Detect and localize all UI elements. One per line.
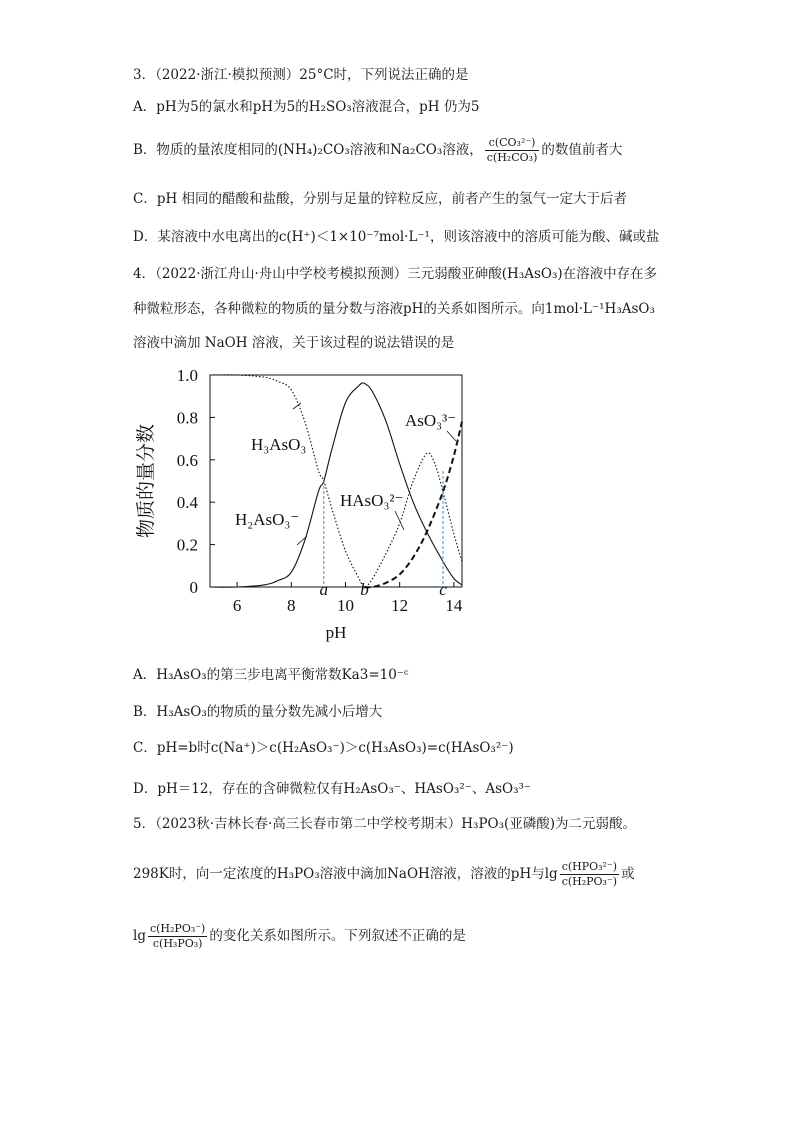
q3-b-num: c(CO₃²⁻) [485, 136, 540, 151]
y-tick-label: 0.2 [176, 535, 198, 555]
marker-label-c: c [439, 580, 447, 599]
leader-haso3 [395, 511, 404, 530]
q3-option-b-fraction [485, 136, 540, 165]
plot-frame [210, 375, 462, 587]
label-haso3: HAsO₃²⁻ [340, 491, 404, 510]
q3-header: 3．（2022·浙江·模拟预测）25°C时，下列说法正确的是 [133, 67, 469, 83]
q5-line3-den: c(H₃PO₃) [152, 937, 203, 950]
q5-line2-pre: 298K时，向一定浓度的H₃PO₃溶液中滴加NaOH溶液，溶液的pH与lg [133, 866, 558, 882]
q5-line1: 5．（2023秋·吉林长春·高三长春市第二中学校考期末）H₃PO₃(亚磷酸)为二元弱酸。 [133, 816, 637, 832]
q5-line3 [133, 922, 466, 951]
q3-option-c: C．pH 相同的醋酸和盐酸，分别与足量的锌粒反应，前者产生的氢气一定大于后者 [133, 191, 628, 207]
q3-b-den: c(H₂CO₃) [486, 151, 538, 164]
q4-line2: 种微粒形态，各种微粒的物质的量分数与溶液pH的关系如图所示。向1mol·L⁻¹H₃AsO₃ [133, 301, 655, 317]
x-tick-label: 12 [391, 596, 409, 615]
x-tick-label: 8 [287, 596, 296, 615]
x-tick-label: 10 [336, 596, 354, 615]
q4-option-d: D．pH＝12，存在的含砷微粒仅有H₂AsO₃⁻、HAsO₃²⁻、AsO₃³⁻ [133, 781, 532, 797]
leader-aso3 [447, 431, 456, 441]
y-tick-label: 1.0 [176, 366, 198, 385]
q3-option-b-post: 的数值前者大 [541, 142, 623, 158]
q5-line3-fraction [148, 922, 207, 951]
q5-line3-post: 的变化关系如图所示。下列叙述不正确的是 [209, 928, 466, 944]
q5-line2-num: c(HPO₃²⁻) [561, 860, 618, 873]
y-tick-label: 0.4 [176, 493, 198, 513]
q3-option-d: D．某溶液中水电离出的c(H⁺)＜1×10⁻⁷mol·L⁻¹，则该溶液中的溶质可能为酸、碱或盐 [133, 229, 660, 245]
q4-option-c: C．pH=b时c(Na⁺)＞c(H₂AsO₃⁻)＞c(H₃AsO₃)=c(HAsO₃²⁻) [133, 740, 514, 756]
q5-line2-post: 或 [621, 866, 635, 882]
y-tick-label: 0 [189, 578, 198, 597]
q4-line1: 4．（2022·浙江舟山·舟山中学校考模拟预测）三元弱酸亚砷酸(H₃AsO₃)在溶液中存在多 [133, 266, 658, 282]
q5-line2-den: c(H₂PO₃⁻) [561, 875, 618, 888]
q5-line3-pre: lg [133, 928, 146, 944]
x-tick-label: 14 [445, 596, 463, 615]
q4-option-b: B．H₃AsO₃的物质的量分数先减小后增大 [133, 704, 383, 720]
speciation-chart [125, 365, 470, 645]
x-tick-label: 6 [232, 596, 242, 615]
q3-option-b [133, 136, 622, 165]
marker-label-b: b [360, 580, 369, 599]
q5-line2 [133, 860, 635, 889]
series-line-H₃AsO₃ [210, 375, 462, 587]
y-tick-label: 0.6 [176, 450, 198, 470]
y-axis-label: 物质的量分数 [135, 423, 157, 539]
q3-option-b-pre: B．物质的量浓度相同的(NH₄)₂CO₃溶液和Na₂CO₃溶液， [133, 142, 483, 158]
label-h3aso3: H₃AsO₃ [251, 435, 307, 454]
marker-label-a: a [319, 580, 329, 599]
q5-line2-fraction [560, 860, 619, 889]
y-tick-label: 0.8 [176, 408, 198, 428]
label-aso3: AsO₃³⁻ [405, 411, 457, 430]
q4-line3: 溶液中滴加 NaOH 溶液，关于该过程的说法错误的是 [133, 335, 455, 351]
q4-option-a: A．H₃AsO₃的第三步电离平衡常数Ka3=10⁻ᶜ [133, 667, 409, 683]
q3-option-a: A．pH为5的氯水和pH为5的H₂SO₃溶液混合，pH 仍为5 [133, 99, 480, 115]
q5-line3-num: c(H₂PO₃⁻) [149, 922, 206, 935]
leader-h2aso3 [297, 536, 307, 545]
x-axis-label: pH [325, 623, 347, 642]
label-h2aso3: H₂AsO₃⁻ [235, 510, 300, 529]
